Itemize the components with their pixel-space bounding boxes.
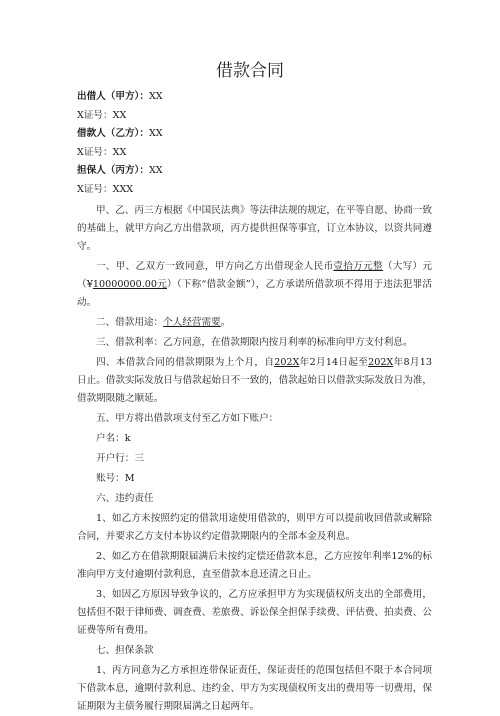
- clause-1: [77, 258, 432, 312]
- account-bank: 开户行：三: [96, 453, 144, 464]
- clause-6-1: 1、如乙方未按照约定的借款用途使用借款的，则甲方可以提前收回借款或解除合同，并要求乙方支付本协议约定借款期限内的全部本金及利息。: [77, 513, 432, 542]
- clause-6-3: 3、如因乙方原因导致争议的，乙方应承担甲方为实现债权所支出的全部费用，包括但不限于律师费、调查费、差旅费、诉讼保全担保手续费、评估费、拍卖费、公证费等所有费用。: [77, 589, 432, 636]
- clause-2: [77, 314, 432, 332]
- clause-6-heading: 六、违约责任: [96, 493, 154, 504]
- clause-7-1: 1、丙方同意为乙方承担连带保证责任，保证责任的范围包括但不限于本合同项下借款本息，逾期付款利息、违约金、甲方为实现债权所支出的费用等一切费用，保证期限为主债务履行期限届满之日起两年。: [77, 665, 432, 712]
- account-number: 账号：M: [96, 473, 135, 484]
- intro-paragraph: 甲、乙、丙三方根据《中国民法典》等法律法规的规定，在平等自愿、协商一致的基础上，就甲方向乙方出借款项，丙方提供担保等事宜，订立本协议，以资共同遵守。: [77, 205, 432, 252]
- guarantor-id: X证号：XXX: [77, 183, 134, 195]
- parties-block: [77, 88, 437, 199]
- lender-name: XX: [148, 91, 163, 102]
- start-year: 202X: [274, 357, 300, 368]
- clause-2-text-a: 二、借款用途：: [96, 317, 164, 328]
- clause-7-heading: 七、担保条款: [96, 645, 154, 656]
- lender-id: X证号：XX: [77, 109, 127, 121]
- loan-purpose: 个人经营需要: [163, 317, 221, 328]
- clause-1-text-b: （大写）元（¥: [77, 261, 433, 290]
- loan-amount-chinese: 壹拾万元整: [333, 261, 383, 272]
- lender-label: 出借人（甲方）：: [77, 91, 149, 102]
- document-title: 借款合同: [216, 61, 284, 81]
- loan-amount-number: 10000000.00元: [92, 279, 167, 290]
- lender-line: [77, 88, 437, 107]
- borrower-label: 借款人（乙方）：: [77, 128, 149, 139]
- contract-body: [77, 202, 432, 716]
- clause-4-text-a: 四、本借款合同的借款期限为上个月，自: [96, 357, 275, 368]
- borrower-name: XX: [148, 128, 163, 139]
- borrower-id: X证号：XX: [77, 146, 127, 158]
- clause-4-text-b: 年2月14日起至: [299, 357, 369, 368]
- clause-4-text-c: 年8月13日止。借款实际发放日与借款起始日不一致的，借款起始日以借款实际发放日为准，借款期限随之顺延。: [77, 357, 433, 404]
- clause-6-2: 2、如乙方在借款期限届满后未按约定偿还借款本息，乙方应按年利率12%的标准向甲方支付逾期付款利息，直至借款本息还清之日止。: [77, 551, 432, 580]
- guarantor-label: 担保人（丙方）：: [77, 165, 149, 176]
- guarantor-line: [77, 162, 437, 181]
- clause-4: [77, 354, 432, 408]
- clause-1-text-c: ）（下称“借款金额”），乙方承诺所借款项不得用于违法犯罪活动。: [77, 279, 432, 308]
- account-name: 户名：k: [96, 433, 131, 444]
- guarantor-name: XX: [148, 165, 163, 176]
- clause-1-text-a: 一、甲、乙双方一致同意，甲方向乙方出借现金人民币: [96, 261, 334, 272]
- clause-5: 五、甲方将出借款项支付至乙方如下账户：: [96, 413, 279, 424]
- end-year: 202X: [368, 357, 394, 368]
- clause-3: 三、借款利率：乙方同意，在借款期限内按月利率的标准向甲方支付利息。: [96, 337, 413, 348]
- clause-2-text-b: 。: [220, 317, 231, 328]
- borrower-line: [77, 125, 437, 144]
